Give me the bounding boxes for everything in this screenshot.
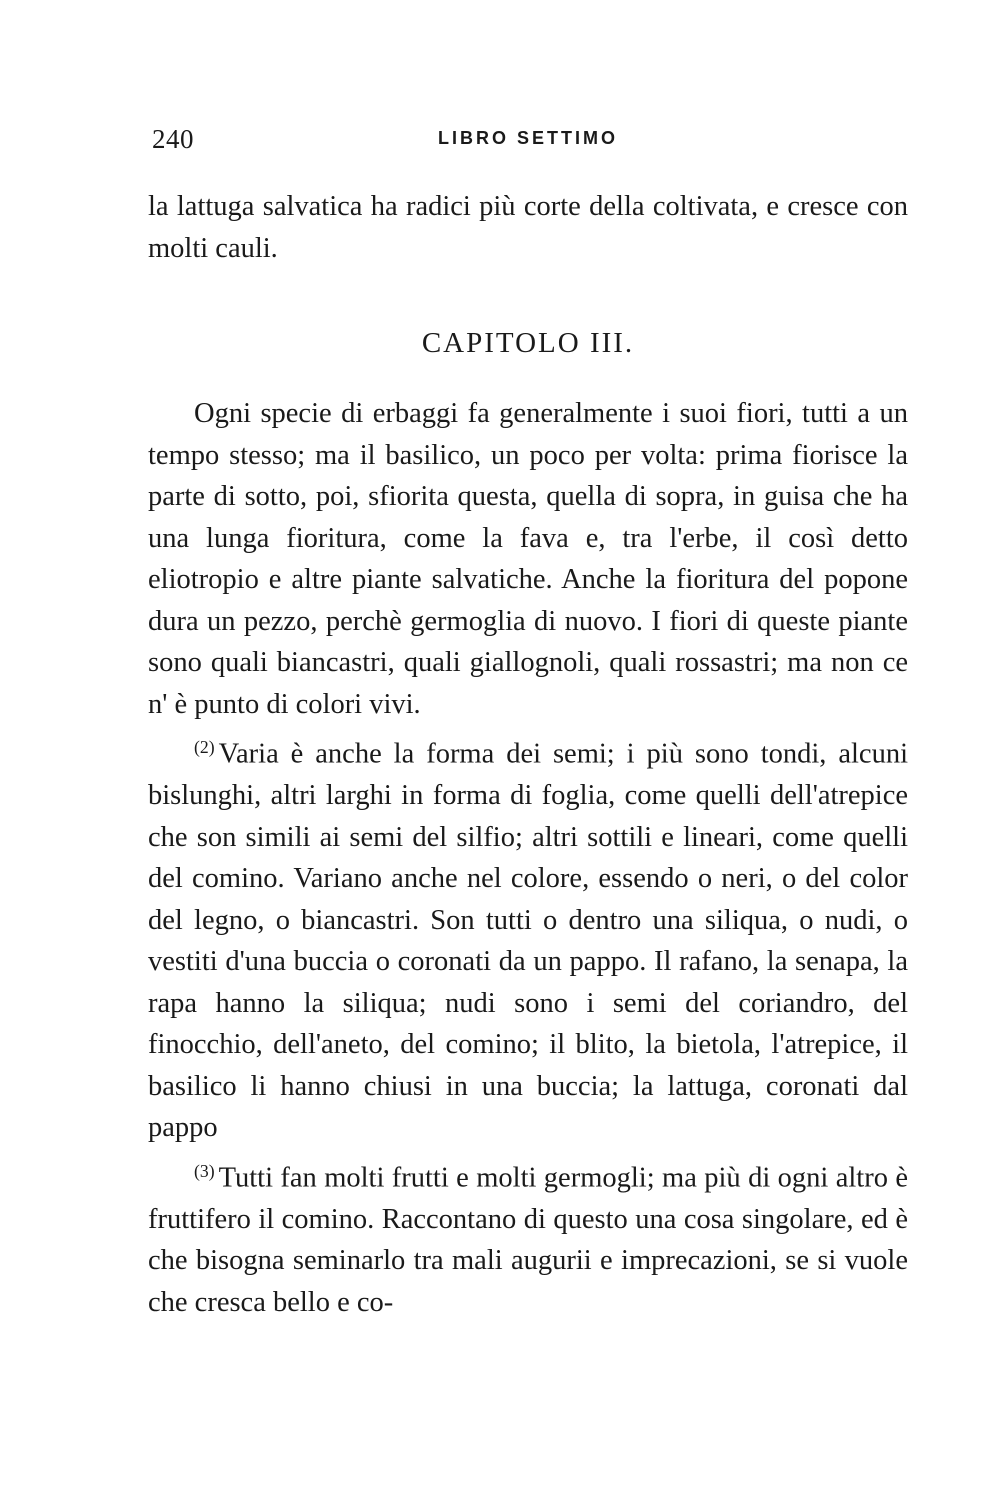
continuation-text: la lattuga salvatica ha radici più corte della coltivata, e cresce con molti cauli. — [148, 191, 908, 264]
chapter-heading: CAPITOLO III. — [421, 327, 635, 359]
book-page — [148, 0, 908, 1508]
paragraph-2-text: Varia è anche la forma dei semi; i più sono tondi, alcuni bislunghi, altri larghi in forma di foglia, come quelli dell'atrepice che son simili ai semi del silfio; altri sottili e lineari, come quelli del comino. Variano anche nel colore, essendo o neri, o del color del legno, o biancastri. Son tutti o dentro una siliqua, o nudi, o vestiti d'una buccia o coronati da un pappo. Il rafano, la senapa, la rapa hanno la siliqua; nudi sono i semi del coriandro, del finocchio, dell'aneto, del comino; il blito, la bietola, l'atrepice, il basilico li hanno chiusi in una buccia; la lattuga, coronati dal pappo — [148, 738, 908, 1144]
paragraph-1-text: Ogni specie di erbaggi fa generalmente i suoi fiori, tutti a un tempo stesso; ma il basilico, un poco per volta: prima fiorisce la parte di sotto, poi, sfiorita questa, quella di sopra, in guisa che ha una lunga fioritura, come la fava e, tra l'erbe, il così detto eliotropio e altre piante salvatiche. Anche la fioritura del popone dura un pezzo, perchè germoglia di nuovo. I fiori di queste piante sono quali biancastri, quali giallognoli, quali rossastri; ma non ce n' è punto di colori vivi. — [148, 398, 908, 720]
running-title: LIBRO SETTIMO — [438, 128, 618, 148]
paragraph-2-note-marker: (2) — [194, 737, 215, 757]
paragraph-3-note-marker: (3) — [194, 1160, 215, 1181]
running-head — [148, 124, 908, 156]
paragraph-1 — [148, 393, 908, 725]
paragraph-2 — [148, 727, 908, 1149]
paragraph-3-text: Tutti fan molti frutti e molti germogli; ma più di ogni altro è fruttifero il comino. Raccontano di questo una cosa singolare, ed è che bisogna seminarlo tra mali augurii e imprecazioni, se si vuole che cresca bello e co- — [148, 1162, 908, 1318]
continuation-paragraph — [148, 186, 908, 269]
page-number: 240 — [152, 124, 194, 154]
paragraph-3 — [148, 1151, 908, 1324]
chapter-body — [148, 393, 908, 1323]
